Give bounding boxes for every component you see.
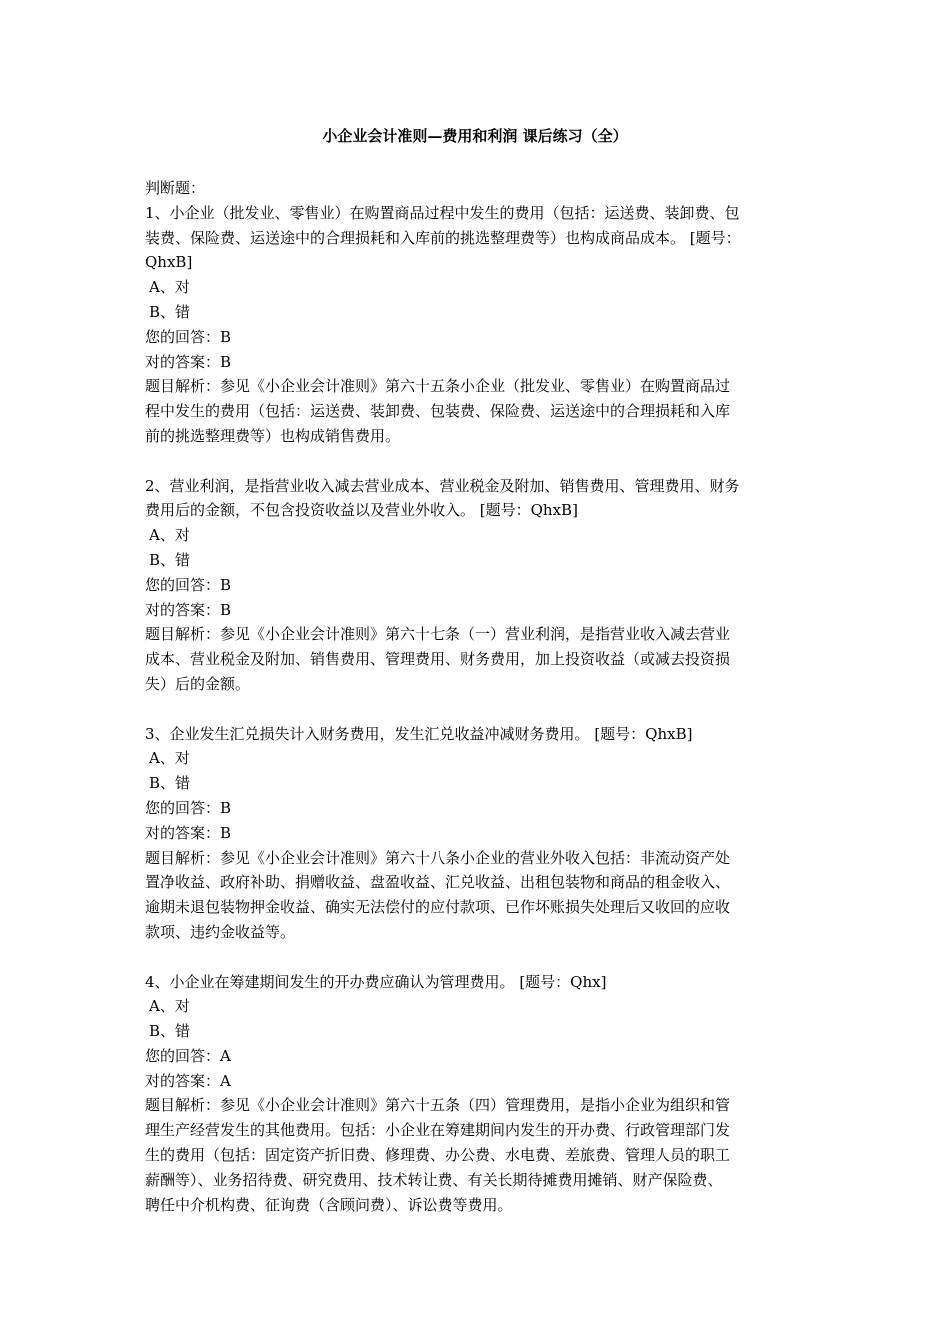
question-text-line: 4、小企业在筹建期间发生的开办费应确认为管理费用。 [题号：Qhx] (145, 972, 607, 991)
question-text-line: QhxB] (145, 253, 193, 272)
question-text-line: 3、企业发生汇兑损失计入财务费用，发生汇兑收益冲减财务费用。 [题号：QhxB] (145, 724, 693, 743)
question-1 (145, 201, 825, 449)
analysis-line: 理生产经营发生的其他费用。包括：小企业在筹建期间内发生的开办费、行政管理部门发 (145, 1121, 731, 1140)
analysis-line: 置净收益、政府补助、捐赠收益、盘盈收益、汇兑收益、出租包装物和商品的租金收入、 (145, 873, 731, 892)
option-b: B、错 (149, 302, 191, 321)
option-b: B、错 (149, 550, 191, 569)
analysis-line: 题目解析：参见《小企业会计准则》第六十八条小企业的营业外收入包括：非流动资产处 (145, 848, 731, 867)
analysis-line: 逾期未退包装物押金收益、确实无法偿付的应付款项、已作坏账损失处理后又收回的应收 (145, 898, 731, 917)
question-text-line: 1、小企业（批发业、零售业）在购置商品过程中发生的费用（包括：运送费、装卸费、包 (145, 203, 740, 222)
analysis-line: 聘任中介机构费、征询费（含顾问费）、诉讼费等费用。 (145, 1195, 513, 1214)
option-b: B、错 (149, 1022, 191, 1041)
correct-answer: 对的答案：A (145, 1071, 231, 1090)
question-4 (145, 970, 825, 1218)
question-text-line: 装费、保险费、运送途中的合理损耗和入库前的挑选整理费等）也构成商品成本。 [题号： (145, 228, 741, 247)
analysis-line: 题目解析：参见《小企业会计准则》第六十五条小企业（批发业、零售业）在购置商品过 (145, 377, 731, 396)
section-heading: 判断题： (145, 179, 206, 197)
document-body (145, 176, 825, 1242)
option-a: A、对 (149, 997, 190, 1016)
your-answer: 您的回答：A (145, 1046, 231, 1065)
analysis-line: 失）后的金额。 (145, 674, 251, 693)
option-a: A、对 (149, 749, 190, 768)
analysis-line: 题目解析：参见《小企业会计准则》第六十七条（一）营业利润，是指营业收入减去营业 (145, 625, 731, 644)
analysis-line: 程中发生的费用（包括：运送费、装卸费、包装费、保险费、运送途中的合理损耗和入库 (145, 402, 731, 421)
analysis-line: 生的费用（包括：固定资产折旧费、修理费、办公费、水电费、差旅费、管理人员的职工 (145, 1146, 731, 1165)
question-2 (145, 474, 825, 697)
correct-answer: 对的答案：B (145, 823, 232, 842)
option-a: A、对 (149, 526, 190, 545)
analysis-line: 薪酬等）、业务招待费、研究费用、技术转让费、有关长期待摊费用摊销、财产保险费、 (145, 1170, 723, 1189)
analysis-line: 成本、营业税金及附加、销售费用、管理费用、财务费用，加上投资收益（或减去投资损 (145, 650, 731, 669)
correct-answer: 对的答案：B (145, 352, 232, 371)
question-text-line: 费用后的金额，不包含投资收益以及营业外收入。 [题号：QhxB] (145, 501, 578, 520)
analysis-line: 前的挑选整理费等）也构成销售费用。 (145, 426, 401, 445)
question-text-line: 2、营业利润，是指营业收入减去营业成本、营业税金及附加、销售费用、管理费用、财务 (145, 476, 740, 495)
your-answer: 您的回答：B (145, 327, 232, 346)
question-3 (145, 722, 825, 945)
your-answer: 您的回答：B (145, 575, 232, 594)
analysis-line: 题目解析：参见《小企业会计准则》第六十五条（四）管理费用，是指小企业为组织和管 (145, 1096, 731, 1115)
correct-answer: 对的答案：B (145, 600, 232, 619)
analysis-line: 款项、违约金收益等。 (145, 922, 296, 941)
document-title: 小企业会计准则—费用和利润 课后练习（全） (322, 127, 628, 145)
option-a: A、对 (149, 278, 190, 297)
option-b: B、错 (149, 774, 191, 793)
your-answer: 您的回答：B (145, 798, 232, 817)
